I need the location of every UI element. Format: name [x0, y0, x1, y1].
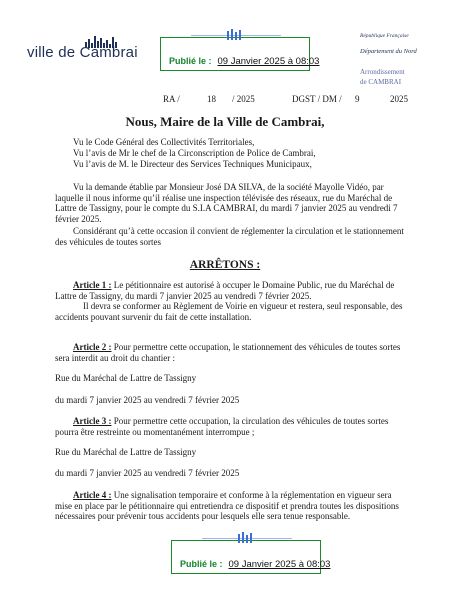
- stamp-date: 09 Janvier 2025 à 08:03: [217, 56, 320, 67]
- departement-label: Département du Nord: [360, 48, 417, 55]
- ref-dgst-year: 2025: [390, 94, 408, 104]
- article-1-text2: Il devra se conformer au Règlement de Voirie en vigueur et restera, seul responsable, des accidents pouvant survenir du fait de cette installation.: [55, 301, 403, 322]
- stamp-label: Publié le :: [169, 56, 212, 66]
- publication-stamp-top: [160, 37, 320, 71]
- considerant-paragraph: Considérant qu’à cette occasion il convient de réglementer la circulation et le stationnement des véhicules de toutes sortes: [55, 226, 404, 247]
- article-1-label: Article 1 :: [73, 280, 112, 290]
- article-3: [55, 416, 410, 437]
- vu-line: Vu l’avis de Mr le chef de la Circonscription de Police de Cambrai,: [73, 148, 316, 158]
- page-title: Nous, Maire de la Ville de Cambrai,: [125, 114, 325, 129]
- publication-stamp-bottom: [171, 540, 331, 574]
- article-4-text: Une signalisation temporaire et conforme à la réglementation en vigueur sera mise en place par le pétitionnaire qui entretiendra ce dispositif et prendra toutes les dispositions nécessaires pour prévenir tous accidents pour lesquels elle sera tenue responsable.: [55, 490, 399, 521]
- article-3-street: Rue du Maréchal de Lattre de Tassigny: [55, 447, 197, 457]
- stamp-label: Publié le :: [180, 559, 223, 569]
- republique-label: République Française: [360, 33, 409, 39]
- article-2-text: Pour permettre cette occupation, le stationnement des véhicules de toutes sortes sera interdit au droit du chantier :: [55, 342, 401, 363]
- article-2-label: Article 2 :: [73, 342, 112, 352]
- article-4: [55, 490, 410, 522]
- article-1-text: Le pétitionnaire est autorisé à occuper le Domaine Public, rue du Maréchal de Lattre de Tassigny, du mardi 7 janvier 2025 au vendredi 7 février 2025.: [55, 280, 395, 301]
- article-3-label: Article 3 :: [73, 416, 112, 426]
- article-4-label: Article 4 :: [73, 490, 112, 500]
- article-2-dates: du mardi 7 janvier 2025 au vendredi 7 février 2025: [55, 395, 240, 405]
- stamp-date: 09 Janvier 2025 à 08:03: [228, 559, 331, 570]
- vu-line: Vu le Code Général des Collectivités Territoriales,: [73, 137, 255, 147]
- stamp-decoration-icon: [172, 532, 322, 546]
- article-3-text: Pour permettre cette occupation, la circulation des véhicules de toutes sortes pourra être restreinte ou momentanément interrompue ;: [55, 416, 389, 437]
- demande-paragraph: Vu la demande établie par Monsieur José DA SILVA, de la société Mayolle Vidéo, par laquelle il nous informe qu’il réalise une inspection télévisée des réseaux, rue du Maréchal de Lattre de Tassigny, pour le compte du S.I.A CAMBRAI, du mardi 7 janvier 2025 au vendredi 7 février 2025.: [55, 182, 398, 224]
- article-1: [55, 280, 410, 301]
- logo-text: ville de Cambrai: [27, 44, 138, 61]
- ref-ra-number: 18: [207, 94, 216, 104]
- ref-ra: RA /: [163, 94, 180, 104]
- arrondissement-label: Arrondissement de CAMBRAI: [360, 68, 405, 86]
- ref-dgst-number: 9: [355, 94, 360, 104]
- arretons-heading: ARRÊTONS :: [189, 259, 261, 271]
- article-2: [55, 342, 410, 363]
- vu-line: Vu l’avis de M. le Directeur des Services Techniques Municipaux,: [73, 159, 312, 169]
- stamp-decoration-icon: [161, 29, 311, 43]
- ref-ra-year: / 2025: [232, 94, 255, 104]
- article-2-street: Rue du Maréchal de Lattre de Tassigny: [55, 373, 197, 383]
- ref-dgst: DGST / DM /: [292, 94, 342, 104]
- article-3-dates: du mardi 7 janvier 2025 au vendredi 7 février 2025: [55, 468, 240, 478]
